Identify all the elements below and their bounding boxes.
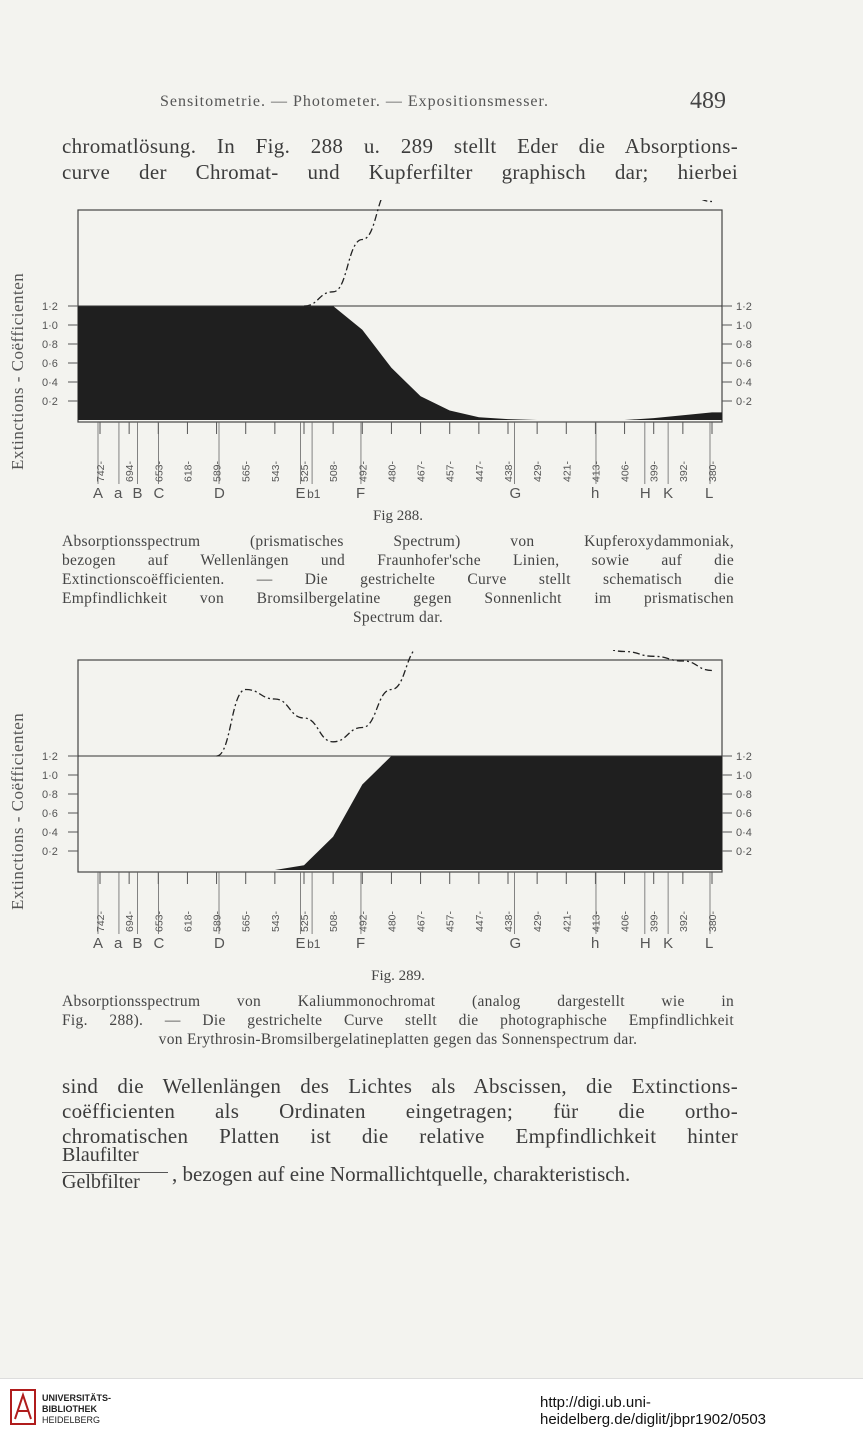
x-tick-label: 565-: [240, 460, 253, 482]
logo-line-1: UNIVERSITÄTS-: [42, 1393, 112, 1403]
caption-288-line-2: bezogen auf Wellenlängen und Fraunhofer'sche Linien, sowie auf die: [62, 552, 734, 569]
y-tick-label-left: 1·2: [42, 751, 58, 763]
body-line-3: chromatischen Platten ist die relative Empfindlichkeit hinter: [62, 1124, 738, 1148]
fraunhofer-label-a: a: [113, 935, 123, 952]
fraunhofer-label-b1: b1: [307, 487, 321, 501]
x-tick-label: 467-: [415, 460, 428, 482]
x-tick-label: 438-: [503, 910, 515, 932]
x-tick-label: 429-: [532, 460, 545, 482]
y-tick-label-right: 1·2: [736, 751, 752, 763]
caption-288-line-3: Extinctionscoëfficienten. — Die gestrichelte Curve stellt schematisch die: [62, 571, 734, 588]
caption-288-line-1: Absorptionsspectrum (prismatisches Spectrum) von Kupferoxydammoniak,: [62, 533, 734, 550]
fraunhofer-label-D: D: [214, 485, 225, 502]
x-tick-label: 742-: [95, 460, 107, 482]
library-logo-icon: [10, 1389, 36, 1425]
figure-288-number: Fig 288.: [372, 508, 423, 524]
x-tick-label: 694-: [124, 460, 137, 482]
fraunhofer-label-H: H: [639, 935, 651, 952]
fraction-numerator: Blaufilter: [62, 1144, 139, 1166]
x-tick-label: 508-: [328, 910, 341, 932]
fraunhofer-label-h: h: [590, 485, 600, 502]
caption-289-line-1: Absorptionsspectrum von Kaliummonochromat (analog dargestellt wie in: [62, 993, 734, 1010]
fraunhofer-label-B: B: [132, 485, 143, 502]
x-tick-label: 653-: [153, 460, 166, 482]
body-line-1: sind die Wellenlängen des Lichtes als Abscissen, die Extinctions-: [62, 1074, 738, 1098]
fraunhofer-label-K: K: [663, 485, 674, 502]
x-tick-label: 694-: [124, 910, 137, 932]
x-tick-label: 392-: [677, 910, 690, 932]
fraunhofer-label-C: C: [153, 485, 165, 502]
x-tick-label: 543-: [269, 460, 282, 482]
y-tick-label-left: 0·6: [42, 358, 58, 370]
x-tick-label: 406-: [619, 460, 632, 482]
y-tick-label-left: 0·4: [42, 827, 58, 839]
y-axis-label-fig289: Extinctions - Coëfficienten: [8, 712, 27, 910]
x-tick-label: 399-: [648, 460, 661, 482]
fraunhofer-label-h: h: [590, 935, 600, 952]
intro-line-2: curve der Chromat- und Kupferfilter graphisch dar; hierbei: [62, 160, 738, 184]
x-tick-label: 413-: [590, 910, 603, 932]
y-tick-label-right: 0·8: [736, 339, 752, 351]
fraunhofer-label-G: G: [509, 935, 522, 952]
x-tick-label: 447-: [473, 460, 486, 482]
x-tick-label: 525-: [299, 460, 311, 482]
x-tick-label: 413-: [590, 460, 603, 482]
x-tick-label: 543-: [269, 910, 282, 932]
fraunhofer-label-L: L: [705, 485, 714, 502]
x-tick-label: 392-: [677, 460, 690, 482]
fraunhofer-label-b1: b1: [307, 937, 321, 951]
x-tick-label: 565-: [240, 910, 253, 932]
x-tick-label: 447-: [473, 910, 486, 932]
y-tick-label-right: 0·6: [736, 808, 752, 820]
y-tick-label-right: 0·4: [736, 377, 752, 389]
sensitivity-dashed-curve: [304, 200, 712, 306]
fraunhofer-label-L: L: [705, 935, 714, 952]
x-tick-label: 618-: [182, 910, 195, 932]
y-tick-label-left: 1·0: [42, 320, 58, 332]
caption-288-line-5: Spectrum dar.: [353, 609, 443, 626]
running-head: Sensitometrie. — Photometer. — Expositionsmesser.: [160, 93, 549, 110]
fraunhofer-label-G: G: [509, 485, 522, 502]
footer-bar: [0, 1378, 863, 1440]
absorption-area: [78, 306, 722, 420]
fraunhofer-label-C: C: [153, 935, 165, 952]
x-tick-label: 742-: [95, 910, 107, 932]
y-tick-label-right: 0·6: [736, 358, 752, 370]
y-tick-label-right: 1·0: [736, 320, 752, 332]
y-tick-label-left: 0·2: [42, 396, 58, 408]
figure-288-chart: [30, 200, 810, 505]
fraunhofer-label-D: D: [214, 935, 225, 952]
y-tick-label-left: 1·2: [42, 301, 58, 313]
x-tick-label: 457-: [444, 460, 457, 482]
x-tick-label: 421-: [561, 460, 574, 482]
x-tick-label: 399-: [648, 910, 661, 932]
x-tick-label: 525-: [299, 910, 311, 932]
x-tick-label: 653-: [153, 910, 166, 932]
x-tick-label: 429-: [532, 910, 545, 932]
sensitivity-dashed-curve: [217, 650, 712, 756]
caption-289-line-3: von Erythrosin-Bromsilbergelatineplatten gegen das Sonnenspectrum dar.: [158, 1031, 638, 1048]
fraunhofer-label-H: H: [639, 485, 651, 502]
logo-line-2: BIBLIOTHEK: [42, 1404, 97, 1414]
y-tick-label-left: 0·4: [42, 377, 58, 389]
x-tick-label: 380-: [707, 460, 719, 482]
y-tick-label-right: 0·8: [736, 789, 752, 801]
x-tick-label: 492-: [357, 460, 370, 482]
fraunhofer-label-B: B: [132, 935, 143, 952]
caption-289-line-2: Fig. 288). — Die gestrichelte Curve stellt die photographische Empfindlichkeit: [62, 1012, 734, 1029]
x-tick-label: 480-: [386, 910, 399, 932]
caption-288-line-4: Empfindlichkeit von Bromsilbergelatine gegen Sonnenlicht im prismatischen: [62, 590, 734, 607]
y-tick-label-left: 0·8: [42, 789, 58, 801]
x-tick-label: 467-: [415, 910, 428, 932]
y-tick-label-right: 0·4: [736, 827, 752, 839]
y-tick-label-left: 0·2: [42, 846, 58, 858]
x-tick-label: 618-: [182, 460, 195, 482]
fraunhofer-label-F: F: [355, 935, 366, 952]
fraunhofer-label-A: A: [93, 485, 104, 502]
fraunhofer-label-E: E: [295, 935, 306, 952]
fraunhofer-label-K: K: [663, 935, 674, 952]
x-tick-label: 380-: [707, 910, 719, 932]
y-tick-label-left: 0·8: [42, 339, 58, 351]
logo-line-3: HEIDELBERG: [42, 1415, 101, 1425]
y-tick-label-left: 1·0: [42, 770, 58, 782]
x-tick-label: 421-: [561, 910, 574, 932]
footer-url-link[interactable]: http://digi.ub.uni-heidelberg.de/diglit/jbpr1902/0503: [540, 1394, 767, 1428]
y-tick-label-right: 0·2: [736, 396, 752, 408]
figure-289-number: Fig. 289.: [371, 968, 425, 984]
fraunhofer-label-A: A: [93, 935, 104, 952]
x-tick-label: 457-: [444, 910, 457, 932]
x-tick-label: 480-: [386, 460, 399, 482]
x-tick-label: 508-: [328, 460, 341, 482]
intro-line-1: chromatlösung. In Fig. 288 u. 289 stellt Eder die Absorptions-: [62, 134, 738, 158]
x-tick-label: 406-: [619, 910, 632, 932]
fraction-denominator: Gelbfilter: [62, 1171, 140, 1193]
y-tick-label-left: 0·6: [42, 808, 58, 820]
fraunhofer-label-F: F: [355, 485, 366, 502]
x-tick-label: 589-: [211, 910, 224, 932]
x-tick-label: 438-: [503, 460, 515, 482]
fraunhofer-label-a: a: [113, 485, 123, 502]
page-number: 489: [690, 88, 726, 114]
y-tick-label-right: 1·0: [736, 770, 752, 782]
y-axis-label-fig288: Extinctions - Coëfficienten: [8, 272, 27, 470]
x-tick-label: 492-: [357, 910, 370, 932]
y-tick-label-right: 0·2: [736, 846, 752, 858]
y-tick-label-right: 1·2: [736, 301, 752, 313]
fraction-trailing-text: , bezogen auf eine Normallichtquelle, charakteristisch.: [172, 1162, 631, 1186]
absorption-area: [78, 756, 722, 870]
figure-289-chart: [30, 650, 810, 955]
body-line-2: coëfficienten als Ordinaten eingetragen; für die ortho-: [62, 1099, 738, 1123]
x-tick-label: 589-: [211, 460, 224, 482]
fraunhofer-label-E: E: [295, 485, 306, 502]
